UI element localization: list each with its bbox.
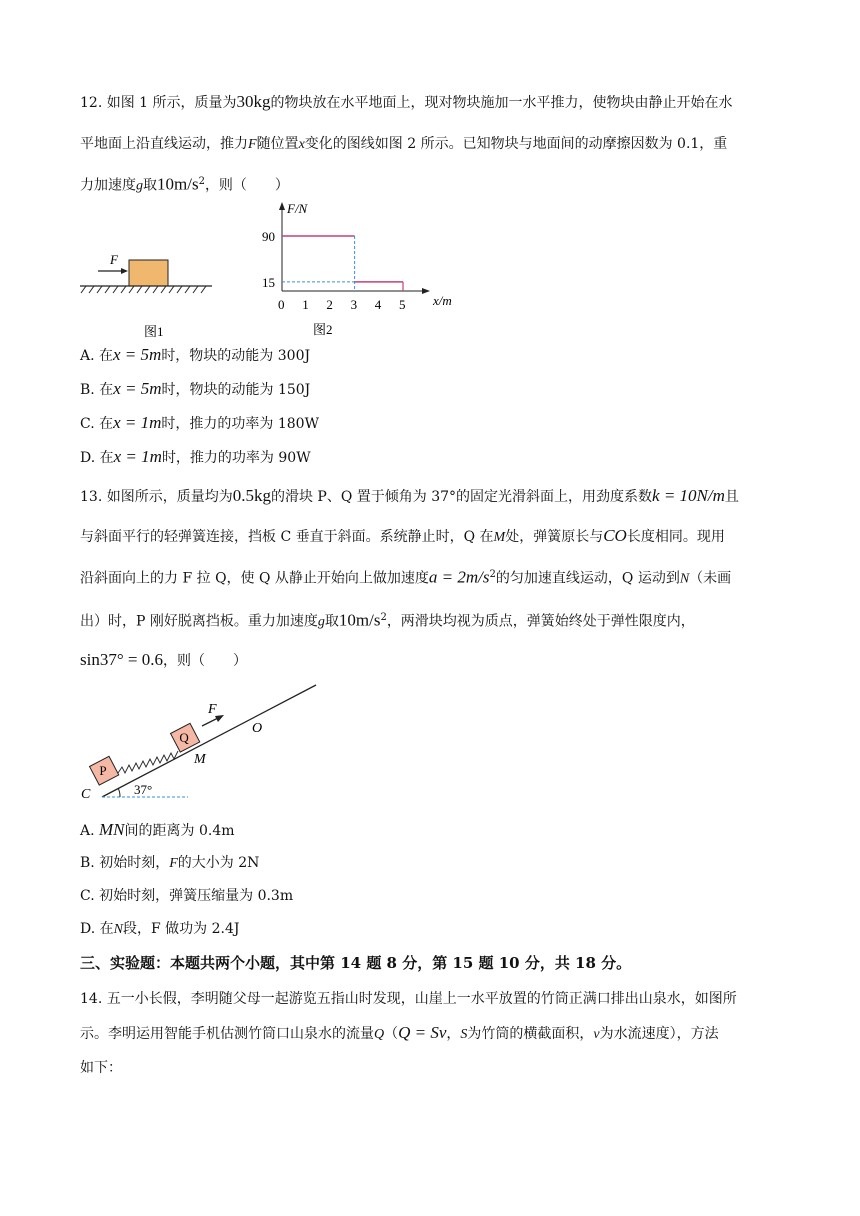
q13-line-2: 与斜面平行的轻弹簧连接，挡板 C 垂直于斜面。系统静止时，Q 在M处，弹簧原长与CO长度相同。现用: [80, 526, 725, 545]
ground-hatching: [81, 286, 206, 293]
label-M: M: [194, 752, 206, 767]
q13-line-4: 出）时，P 刚好脱离挡板。重力加速度g取$10m/s^2$，两滑块均视为质点，弹簧始终处于弹性限度内，: [80, 610, 695, 630]
q12-option-d[interactable]: D. 在x = 1m时，推力的功率为 90W: [80, 447, 311, 466]
x-tick-label: 5: [399, 297, 406, 312]
q12-figure-2-chart: [250, 200, 470, 340]
q12-option-b[interactable]: B. 在x = 5m时，物块的动能为 150J: [80, 379, 311, 398]
label-P: P: [99, 763, 107, 779]
q13-option-c[interactable]: C. 初始时刻，弹簧压缩量为 0.3m: [80, 888, 294, 904]
q14-line-1: 14. 五一小长假，李明随父母一起游览五指山时发现，山崖上一水平放置的竹筒正满口排出山泉水，如图所: [80, 991, 737, 1007]
fig1-caption: 图1: [144, 324, 164, 339]
q12-line-1: 12. 如图 1 所示，质量为30kg的物块放在水平地面上，现对物块施加一水平推力，使物块由静止开始在水: [80, 92, 733, 111]
y-axis-label: F/N: [287, 201, 308, 216]
x-axis-arrowhead: [422, 288, 430, 294]
q12-line-3: 力加速度g取$10m/s^2$，则（ ）: [80, 174, 289, 194]
q13-option-b[interactable]: B. 初始时刻，F的大小为 2N: [80, 855, 260, 871]
q12-line-2: 平地面上沿直线运动，推力F随位置x变化的图线如图 2 所示。已知物块与地面间的动摩擦因数为 0.1，重: [80, 136, 728, 152]
block-P: [90, 756, 119, 785]
label-C: C: [81, 787, 91, 802]
label-F: F: [208, 702, 217, 717]
q12-option-c[interactable]: C. 在x = 1m时，推力的功率为 180W: [80, 413, 319, 432]
q13-number: 13.: [80, 489, 103, 505]
q13-option-a[interactable]: A. MN间的距离为 0.4m: [80, 820, 235, 839]
x-axis-label: x/m: [433, 293, 452, 308]
fig2-caption: 图2: [313, 322, 333, 337]
label-Q: Q: [179, 730, 189, 746]
q14-line-3: 如下：: [80, 1060, 122, 1076]
q13-line-1: 13. 如图所示，质量均为0.5kg的滑块 P、Q 置于倾角为 37°的固定光滑斜面上，用劲度系数k = 10N/m且: [80, 486, 739, 505]
x-tick-label: 3: [350, 297, 358, 312]
q14-line-2: 示。李明运用智能手机估测竹筒口山泉水的流量Q（Q = Sv，S为竹筒的横截面积，v为水流速度），方法: [80, 1023, 719, 1042]
y-tick-label: 90: [262, 229, 275, 244]
label-O: O: [252, 721, 263, 736]
q13-line-3: 沿斜面向上的力 F 拉 Q，使 Q 从静止开始向上做加速度$a = 2m/s^2$的匀加速直线运动，Q 运动到N（未画: [80, 567, 732, 587]
q12-figure-1: [78, 250, 218, 340]
q13-option-d[interactable]: D. 在N段，F 做功为 2.4J: [80, 921, 240, 937]
x-tick-label: 1: [302, 297, 309, 312]
q13-line-5: sin37° = 0.6，则（ ）: [80, 650, 247, 669]
x-tick-label: 4: [374, 297, 382, 312]
q14-number: 14.: [80, 991, 103, 1007]
force-arrowhead: [121, 268, 128, 274]
y-axis-arrowhead: [279, 202, 285, 210]
block: [129, 260, 168, 286]
x-tick-label: 2: [326, 297, 333, 312]
q13-incline-figure: [78, 680, 338, 810]
angle-arc: [118, 788, 120, 797]
angle-label: 37°: [134, 782, 153, 797]
y-tick-label: 15: [262, 274, 275, 290]
q12-mass: 30kg: [236, 92, 271, 111]
q12-number: 12.: [80, 95, 103, 111]
force-label: F: [110, 252, 118, 267]
section-3-heading: 三、实验题：本题共两个小题，其中第 14 题 8 分，第 15 题 10 分，共 18 分。: [80, 954, 632, 972]
q12-option-a[interactable]: A. 在x = 5m时，物块的动能为 300J: [80, 345, 311, 364]
x-tick-label: 0: [278, 297, 285, 312]
